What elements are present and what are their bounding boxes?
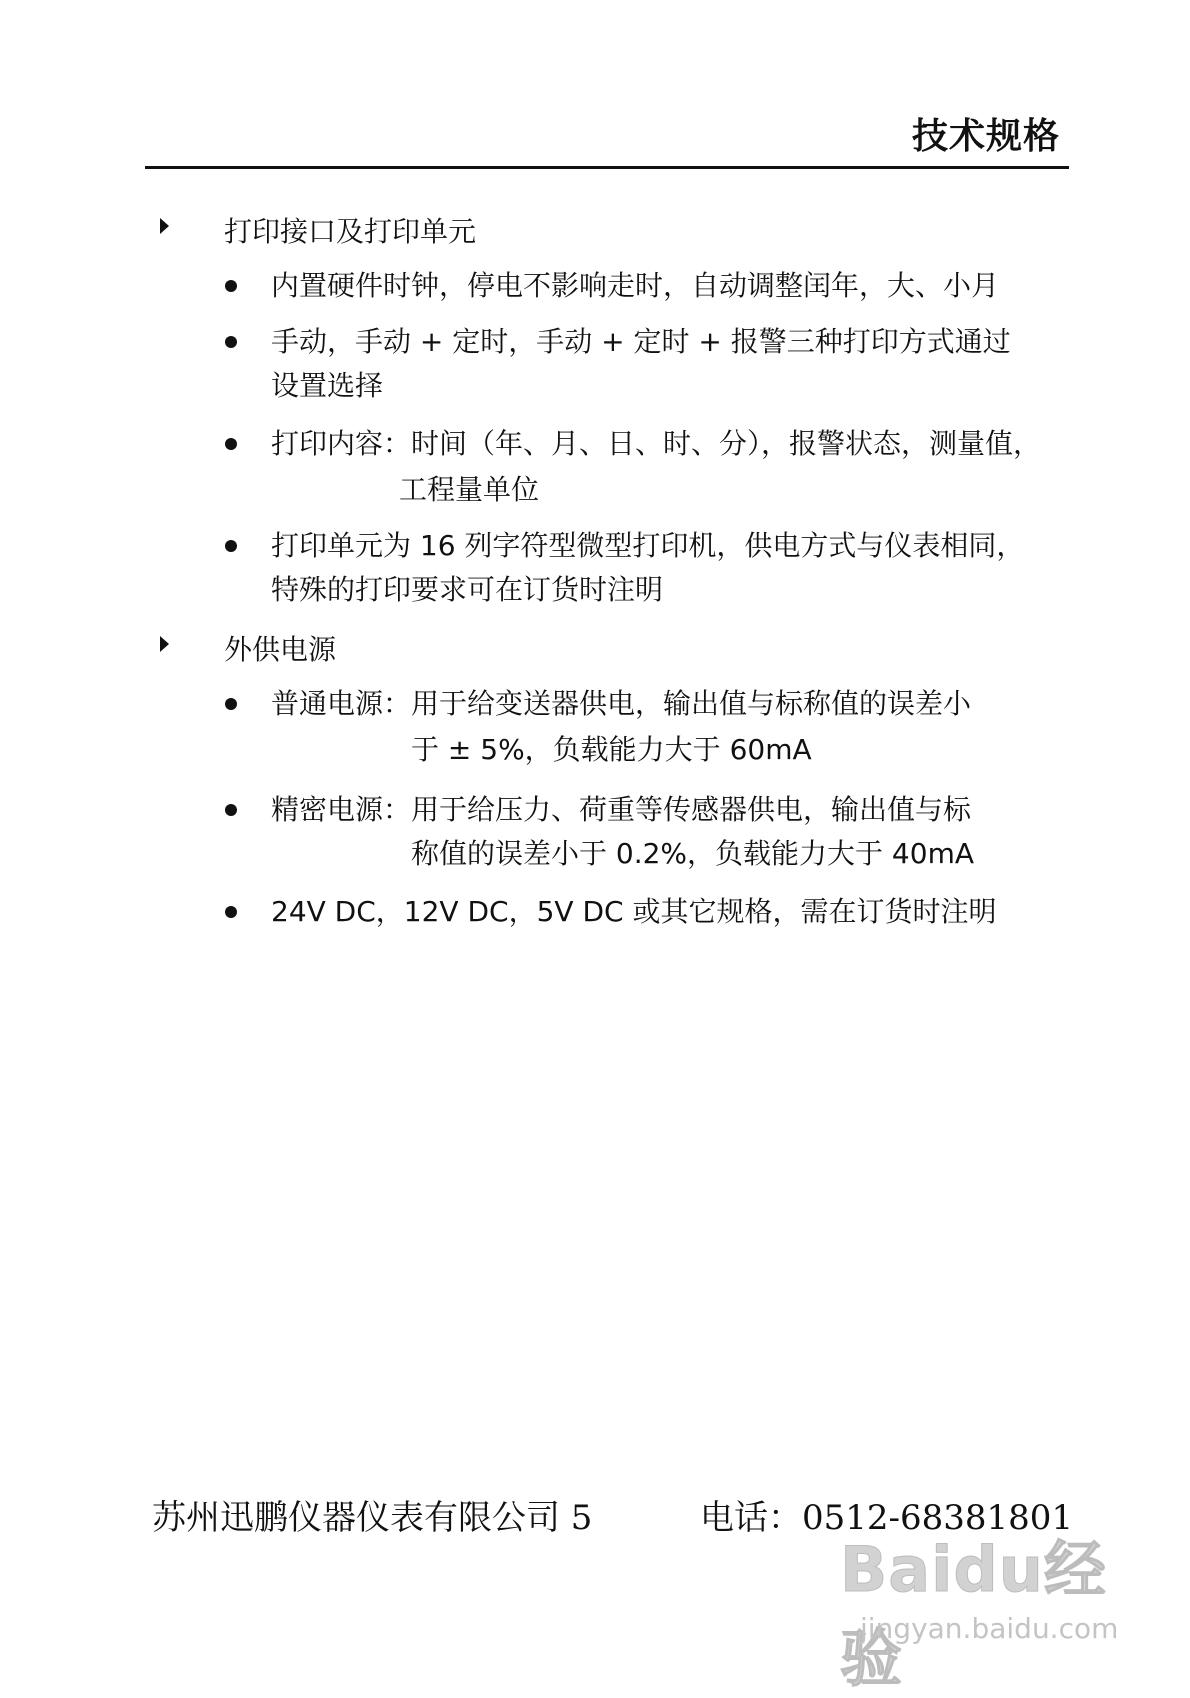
section-heading: 打印接口及打印单元 xyxy=(224,215,477,248)
bullet-icon xyxy=(225,438,237,450)
page-title: 技术规格 xyxy=(911,116,1060,157)
triangle-right-icon xyxy=(160,218,169,234)
item-text: 于 ± 5%，负载能力大于 60mA xyxy=(411,733,812,766)
triangle-right-icon xyxy=(160,636,169,652)
bullet-icon xyxy=(225,336,237,348)
watermark xyxy=(840,1520,1140,1695)
item-text: 工程量单位 xyxy=(399,473,540,506)
item-text: 称值的误差小于 0.2%，负载能力大于 40mA xyxy=(411,837,974,870)
baidu-logo: Baidu经验 xyxy=(840,1533,1107,1695)
section-heading: 外供电源 xyxy=(224,633,337,666)
item-text: 精密电源：用于给压力、荷重等传感器供电，输出值与标 xyxy=(271,793,972,826)
watermark-url: jingyan.baidu.com xyxy=(860,1612,1119,1645)
page-footer xyxy=(152,1490,1074,1539)
bullet-icon xyxy=(225,280,237,292)
company-name: 苏州迅鹏仪器仪表有限公司 5 xyxy=(152,1498,593,1538)
item-text: 内置硬件时钟，停电不影响走时，自动调整闰年，大、小月 xyxy=(271,269,1000,302)
bullet-icon xyxy=(225,698,237,710)
bullet-icon xyxy=(225,804,237,816)
bullet-icon xyxy=(225,540,237,552)
bullet-icon xyxy=(225,906,237,918)
item-text: 打印单元为 16 列字符型微型打印机，供电方式与仪表相同， xyxy=(271,529,1025,562)
item-text: 24V DC，12V DC，5V DC 或其它规格，需在订货时注明 xyxy=(271,895,997,928)
item-text: 普通电源：用于给变送器供电，输出值与标称值的误差小 xyxy=(271,687,972,720)
item-text: 设置选择 xyxy=(271,369,384,402)
title-divider xyxy=(145,166,1069,169)
item-text: 打印内容：时间（年、月、日、时、分），报警状态，测量值， xyxy=(271,427,1042,460)
item-text: 特殊的打印要求可在订货时注明 xyxy=(271,573,664,606)
item-text: 手动，手动 + 定时，手动 + 定时 + 报警三种打印方式通过 xyxy=(271,325,1011,358)
phone-number: 电话：0512-68381801 xyxy=(700,1498,1074,1538)
